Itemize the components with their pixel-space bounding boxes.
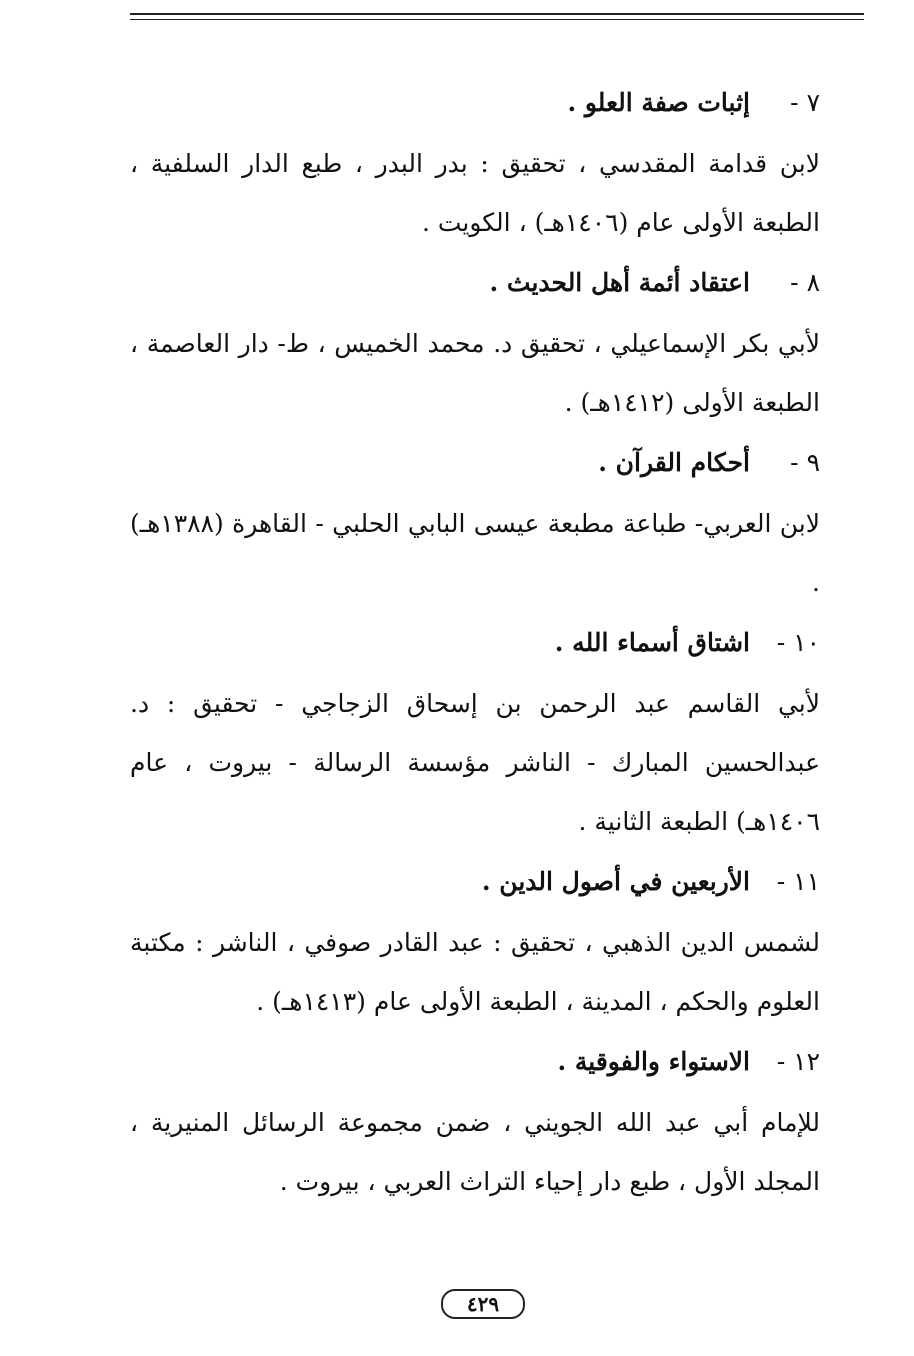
header-rule-thin — [130, 19, 864, 20]
entry-title: اعتقاد أئمة أهل الحديث . — [489, 268, 750, 297]
entry-title: إثبات صفة العلو . — [567, 88, 750, 117]
entry-title: اشتاق أسماء الله . — [554, 628, 750, 657]
entry-title: الأربعين في أصول الدين . — [481, 867, 750, 896]
bibliography-entry — [130, 72, 820, 252]
page-number: ٤٢٩ — [441, 1289, 525, 1319]
entry-heading — [130, 252, 820, 314]
entry-heading — [130, 1031, 820, 1093]
entry-title: الاستواء والفوقية . — [557, 1047, 750, 1076]
entry-number: ١٢ - — [776, 1047, 820, 1076]
entry-number: ٧ - — [790, 88, 820, 117]
entry-number: ٨ - — [790, 268, 820, 297]
bibliography-entry — [130, 851, 820, 1031]
bibliography-list — [130, 72, 820, 1211]
entry-description: للإمام أبي عبد الله الجويني ، ضمن مجموعة الرسائل المنيرية ، المجلد الأول ، طبع دار إحياء التراث العربي ، بيروت . — [130, 1108, 820, 1196]
entry-description: لشمس الدين الذهبي ، تحقيق : عبد القادر صوفي ، الناشر : مكتبة العلوم والحكم ، المدينة ، الطبعة الأولى عام (١٤١٣هـ) . — [130, 928, 820, 1016]
entry-number: ١٠ - — [776, 628, 820, 657]
entry-title: أحكام القرآن . — [598, 448, 750, 477]
entry-description: لابن قدامة المقدسي ، تحقيق : بدر البدر ، طبع الدار السلفية ، الطبعة الأولى عام (١٤٠٦هـ) ، الكويت . — [130, 149, 820, 237]
bibliography-entry — [130, 432, 820, 612]
entry-heading — [130, 851, 820, 913]
bibliography-entry — [130, 612, 820, 851]
entry-number: ٩ - — [790, 448, 820, 477]
entry-heading — [130, 612, 820, 674]
entry-heading — [130, 432, 820, 494]
entry-description: لأبي القاسم عبد الرحمن بن إسحاق الزجاجي - تحقيق : د. عبدالحسين المبارك - الناشر مؤسسة الرسالة - بيروت ، عام ١٤٠٦هـ) الطبعة الثانية . — [130, 689, 820, 836]
entry-number: ١١ - — [776, 867, 820, 896]
entry-description: لأبي بكر الإسماعيلي ، تحقيق د. محمد الخميس ، ط- دار العاصمة ، الطبعة الأولى (١٤١٢هـ) . — [130, 329, 820, 417]
bibliography-entry — [130, 252, 820, 432]
entry-heading — [130, 72, 820, 134]
entry-description: لابن العربي- طباعة مطبعة عيسى البابي الحلبي - القاهرة (١٣٨٨هـ) . — [130, 509, 820, 597]
header-rule-thick — [130, 13, 864, 15]
bibliography-entry — [130, 1031, 820, 1211]
